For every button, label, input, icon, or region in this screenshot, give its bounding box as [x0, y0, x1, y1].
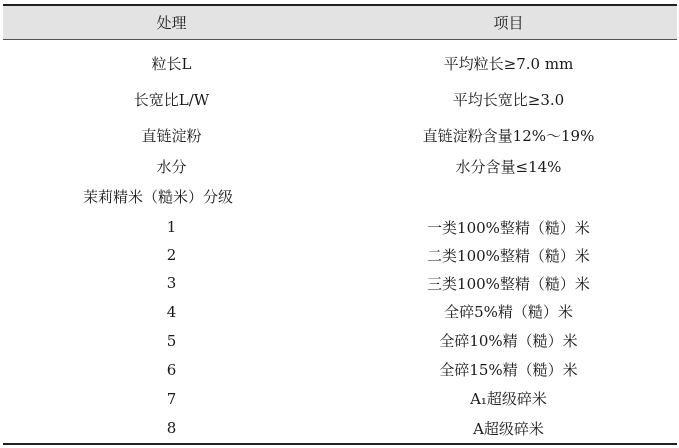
- table-row: [3, 355, 677, 384]
- header-item: 项目: [493, 14, 524, 32]
- table-bottom-rule: [3, 443, 677, 445]
- row-value: 一类100%整精（糙）米: [427, 218, 590, 237]
- table-row: [3, 326, 677, 355]
- table-row-group: [3, 179, 677, 213]
- table-row: [3, 384, 677, 413]
- table-row: [3, 241, 677, 269]
- group-label: 茉莉精米（糙米）分级: [83, 187, 234, 206]
- row-value: 全碎10%精（糙）米: [439, 332, 578, 350]
- table-row: [3, 81, 677, 117]
- row-label: 6: [166, 360, 177, 379]
- row-label: 4: [166, 302, 177, 321]
- table-row: [3, 117, 677, 153]
- table-row: [3, 213, 677, 241]
- row-value: 直链淀粉含量12%～19%: [422, 126, 595, 145]
- row-label: 8: [166, 419, 177, 437]
- table-row: [3, 153, 677, 179]
- data-table: [3, 4, 677, 445]
- table-row: [3, 269, 677, 297]
- table-header: [3, 6, 677, 40]
- row-label: 7: [166, 389, 177, 408]
- row-label: 2: [166, 246, 177, 264]
- table-row: [3, 45, 677, 81]
- row-value: 平均长宽比≥3.0: [452, 90, 565, 109]
- row-value: 水分含量≤14%: [455, 157, 562, 176]
- row-value: A超级碎米: [473, 419, 544, 438]
- row-value: A₁超级碎米: [470, 390, 547, 408]
- header-processing: 处理: [156, 14, 187, 32]
- row-label: 1: [166, 218, 177, 236]
- row-value: 二类100%整精（糙）米: [427, 246, 590, 265]
- table-row: [3, 297, 677, 326]
- row-value: 三类100%整精（糙）米: [427, 274, 590, 293]
- table-row: [3, 413, 677, 443]
- row-label: 5: [166, 331, 177, 350]
- row-label: 3: [166, 274, 177, 292]
- row-value: 全碎15%精（糙）米: [439, 361, 578, 379]
- row-label: 直链淀粉: [141, 126, 202, 145]
- row-label: 粒长L: [151, 54, 192, 73]
- row-value: 全碎5%精（糙）米: [444, 303, 573, 321]
- row-value: 平均粒长≥7.0 mm: [443, 54, 574, 73]
- row-label: 水分: [156, 157, 187, 176]
- row-label: 长宽比L/W: [133, 90, 210, 109]
